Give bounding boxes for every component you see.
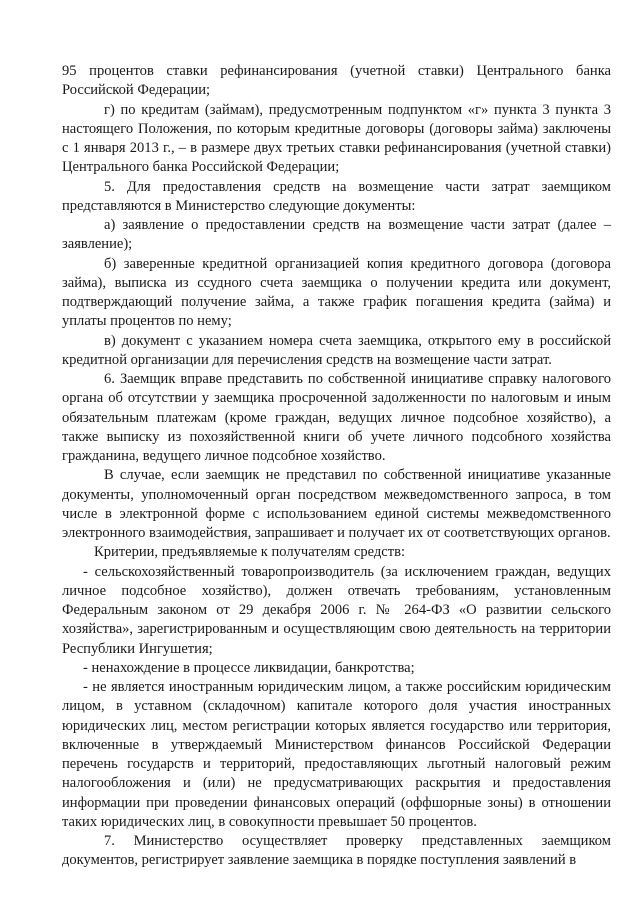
paragraph-item-g: г) по кредитам (займам), предусмотренным подпунктом «г» пункта 3 пункта 3 настоящего Положения, по которым кредитные договоры (договоры займа) заключены с 1 января 2013 г., – в размере двух третьих ставки рефинансирования (учетной ставки) Центрального банка Российской Федерации;: [62, 101, 611, 176]
paragraph-section-6: 6. Заемщик вправе представить по собственной инициативе справку налогового органа об отсутствии у заемщика просроченной задолженности по налоговым и иным обязательным платежам (кроме граждан, ведущих личное подсобное хозяйство), а также выписку из похозяйственной книги об учете личного подсобного хозяйства гражданина, ведущего личное подсобное хозяйство.: [62, 371, 611, 464]
paragraph-item-a: а) заявление о предоставлении средств на возмещение части затрат (далее – заявление);: [62, 217, 611, 253]
paragraph-section-7: 7. Министерство осуществляет проверку представленных заемщиком документов, регистрирует заявление заемщика в порядке поступления заявлений в: [62, 833, 611, 869]
paragraph-section-5: 5. Для предоставления средств на возмещение части затрат заемщиком представляются в Министерство следующие документы:: [62, 178, 611, 214]
paragraph-rate-95-percent: 95 процентов ставки рефинансирования (учетной ставки) Центрального банка Российской Федерации;: [62, 63, 611, 99]
paragraph-criterion-foreign: - не является иностранным юридическим лицом, а также российским юридическим лицом, в уставном (складочном) капитале которого доля участия иностранных юридических лиц, местом регистрации которых является государство или территория, включенные в утверждаемый Министерством финансов Российской Федерации перечень государств и территорий, предоставляющих льготный налоговый режим налогообложения и (или) не предусматривающих раскрытия и предоставления информации при проведении финансовых операций (оффшорные зоны) в отношении таких юридических лиц, в совокупности превышает 50 процентов.: [62, 679, 611, 830]
paragraph-criterion-producer: - сельскохозяйственный товаропроизводитель (за исключением граждан, ведущих личное подсобное хозяйство), должен отвечать требованиям, установленным Федеральным законом от 29 декабря 2006 г. № 264-ФЗ «О развитии сельского хозяйства», зарегистрированным и осуществляющим свою деятельность на территории Республики Ингушетия;: [62, 563, 611, 657]
paragraph-item-v: в) документ с указанием номера счета заемщика, открытого ему в российской кредитной организации для перечисления средств на возмещение части затрат.: [62, 332, 611, 368]
paragraph-criterion-liquidation: - ненахождение в процессе ликвидации, банкротства;: [83, 659, 415, 676]
paragraph-criteria-heading: Критерии, предъявляемые к получателям средств:: [94, 544, 406, 561]
paragraph-interagency-request: В случае, если заемщик не представил по собственной инициативе указанные документы, уполномоченный орган посредством межведомственного запроса, в том числе в электронной форме с использованием единой системы межведомственного электронного взаимодействия, запрашивает и получает их от соответствующих органов.: [62, 467, 611, 541]
paragraph-item-b: б) заверенные кредитной организацией копия кредитного договора (договора займа), выписка из ссудного счета заемщика о получении кредита или документ, подтверждающий получение займа, а также график погашения кредита (займа) и уплаты процентов по нему;: [62, 255, 611, 330]
document-page: [62, 62, 611, 871]
